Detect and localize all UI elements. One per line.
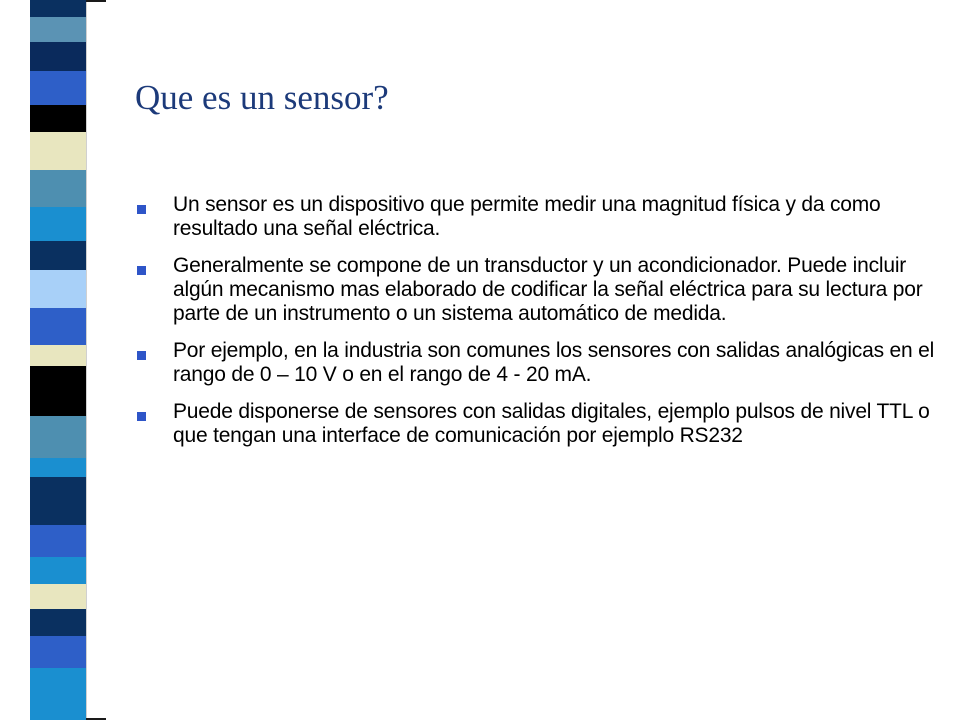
- stripe-segment: [30, 132, 86, 170]
- stripe-segment: [30, 636, 86, 669]
- stripe-segment: [30, 308, 86, 344]
- bullet-item: [135, 193, 950, 241]
- top-corner-mark: [86, 0, 106, 2]
- bullet-item: [135, 339, 950, 387]
- bullet-text: Generalmente se compone de un transductor y un acondicionador. Puede incluir algún mecanismo mas elaborado de codificar la señal eléctrica para su lectura por parte de un instrumento o un sistema automático de medida.: [173, 254, 923, 325]
- stripe-segment: [30, 584, 86, 609]
- square-bullet-icon: [137, 205, 146, 214]
- stripe-segment: [30, 557, 86, 584]
- square-bullet-icon: [137, 412, 146, 421]
- stripe-segment: [30, 458, 86, 477]
- stripe-segment: [30, 241, 86, 270]
- stripe-segment: [30, 207, 86, 241]
- stripe-segment: [30, 0, 86, 17]
- stripe-segment: [30, 525, 86, 558]
- stripe-segment: [30, 42, 86, 71]
- stripe-segment: [30, 105, 86, 132]
- decorative-stripe-bar: [30, 0, 86, 720]
- stripe-segment: [30, 609, 86, 636]
- stripe-segment: [30, 270, 86, 308]
- bullet-text: Por ejemplo, en la industria son comunes los sensores con salidas analógicas en el rango de 0 – 10 V o en el rango de 4 - 20 mA.: [173, 339, 935, 386]
- bullet-text: Un sensor es un dispositivo que permite medir una magnitud física y da como resultado una señal eléctrica.: [173, 193, 881, 240]
- stripe-edge-line: [86, 0, 87, 720]
- bullet-item: [135, 254, 950, 326]
- stripe-segment: [30, 477, 86, 525]
- square-bullet-icon: [137, 266, 146, 275]
- stripe-segment: [30, 170, 86, 206]
- stripe-segment: [30, 71, 86, 105]
- stripe-segment: [30, 416, 86, 458]
- bullet-text: Puede disponerse de sensores con salidas digitales, ejemplo pulsos de nivel TTL o que tengan una interface de comunicación por ejemplo RS232: [173, 400, 930, 447]
- stripe-segment: [30, 668, 86, 720]
- stripe-segment: [30, 366, 86, 416]
- slide-title: Que es un sensor?: [135, 78, 389, 117]
- bullet-list: [135, 193, 950, 461]
- stripe-segment: [30, 17, 86, 42]
- stripe-segment: [30, 345, 86, 366]
- square-bullet-icon: [137, 351, 146, 360]
- bullet-item: [135, 400, 950, 448]
